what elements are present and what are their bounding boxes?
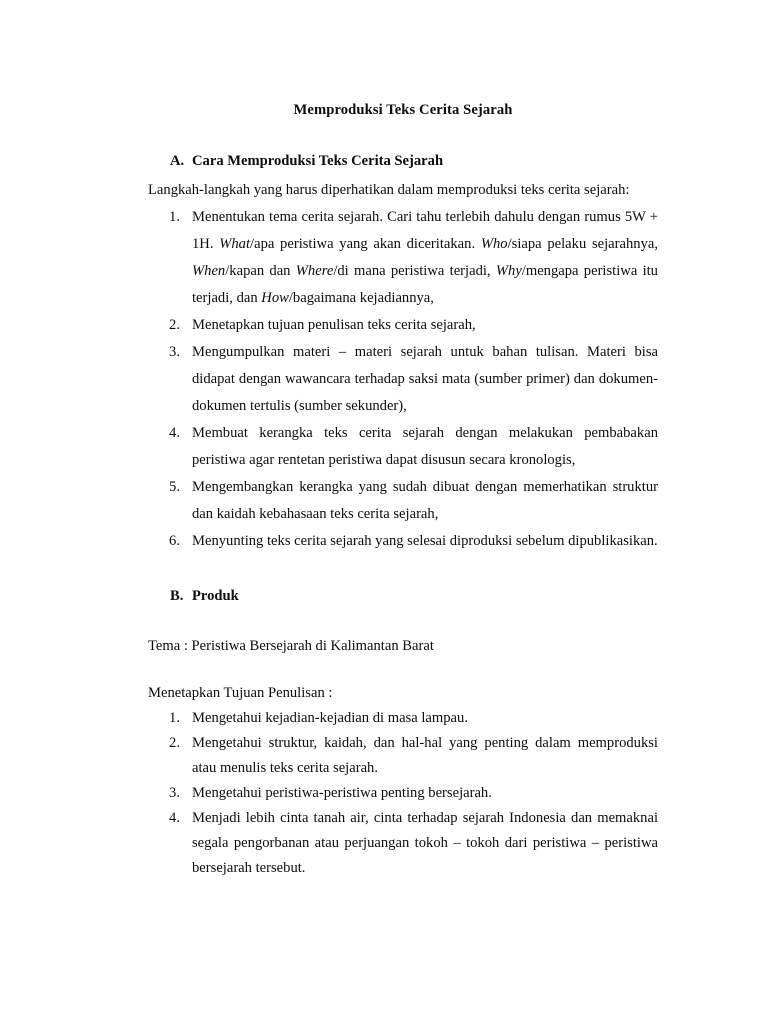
list-item xyxy=(148,420,658,474)
section-b-list xyxy=(148,706,658,881)
list-item xyxy=(148,781,658,806)
text-run: Menetapkan tujuan penulisan teks cerita sejarah, xyxy=(192,317,476,333)
section-a-item-number: 2. xyxy=(169,317,180,333)
section-b-item-text xyxy=(192,785,492,801)
section-a-item-text xyxy=(192,344,658,414)
emphasis-term: Where xyxy=(295,263,334,279)
section-a-item-number: 3. xyxy=(169,344,180,360)
section-b-item-number: 1. xyxy=(169,710,180,726)
emphasis-term: Why xyxy=(495,263,522,279)
text-run: /apa peristiwa yang akan diceritakan. xyxy=(250,236,481,252)
section-b-item-number: 4. xyxy=(169,810,180,826)
list-item xyxy=(148,339,658,420)
section-heading-b-label: Produk xyxy=(192,588,239,604)
section-marker-b: B. xyxy=(170,588,184,604)
list-item xyxy=(148,528,658,555)
section-a-list xyxy=(148,204,658,555)
text-run: Mengetahui struktur, kaidah, dan hal-hal yang penting dalam memproduksi atau menulis teks cerita sejarah. xyxy=(192,735,658,776)
text-run: Mengembangkan kerangka yang sudah dibuat dengan memerhatikan struktur dan kaidah kebahasaan teks cerita sejarah, xyxy=(192,479,658,522)
list-item xyxy=(148,474,658,528)
document-content xyxy=(148,100,658,881)
emphasis-term: When xyxy=(192,263,226,279)
list-item xyxy=(148,312,658,339)
tema-line: Tema : Peristiwa Bersejarah di Kalimantan Barat xyxy=(148,638,434,654)
list-item xyxy=(148,706,658,731)
section-a-item-text xyxy=(192,533,658,549)
section-a-item-number: 4. xyxy=(169,425,180,441)
text-run: Menentukan tema cerita sejarah. Cari tahu terlebih dahulu dengan rumus 5W + 1H. xyxy=(192,209,658,252)
section-b-item-number: 2. xyxy=(169,735,180,751)
text-run: /di mana peristiwa terjadi, xyxy=(333,263,496,279)
section-a-item-number: 5. xyxy=(169,479,180,495)
section-a-item-text xyxy=(192,479,658,522)
spacer-before-tema xyxy=(148,612,658,634)
text-run: /siapa pelaku sejarahnya, xyxy=(507,236,659,252)
spacer-before-section-b xyxy=(148,555,658,585)
text-run: Membuat kerangka teks cerita sejarah dengan melakukan pembabakan peristiwa agar rentetan peristiwa dapat disusun secara kronologis, xyxy=(192,425,658,468)
text-run: Mengumpulkan materi – materi sejarah untuk bahan tulisan. Materi bisa didapat dengan wawancara terhadap saksi mata (sumber primer) dan dokumen-dokumen tertulis (sumber sekunder), xyxy=(192,344,658,414)
page-title: Memproduksi Teks Cerita Sejarah xyxy=(293,102,513,118)
section-b-item-text xyxy=(192,710,468,726)
section-heading-b xyxy=(148,585,658,607)
section-b-item-text xyxy=(192,735,658,776)
section-b-item-text xyxy=(192,810,658,876)
emphasis-term: How xyxy=(261,290,289,306)
section-a-item-number: 6. xyxy=(169,533,180,549)
text-run: /bagaimana kejadiannya, xyxy=(288,290,434,306)
text-run: Menjadi lebih cinta tanah air, cinta terhadap sejarah Indonesia dan memaknai segala pengorbanan atau perjuangan tokoh – tokoh dari peristiwa – peristiwa bersejarah tersebut. xyxy=(192,810,658,876)
text-run: /kapan dan xyxy=(225,263,296,279)
section-a-intro: Langkah-langkah yang harus diperhatikan dalam memproduksi teks cerita sejarah: xyxy=(148,182,630,198)
tujuan-label: Menetapkan Tujuan Penulisan : xyxy=(148,685,333,701)
section-marker-a: A. xyxy=(170,153,185,169)
section-a-item-text xyxy=(192,317,476,333)
section-a-item-text xyxy=(192,209,658,306)
list-item xyxy=(148,731,658,781)
section-heading-a xyxy=(148,150,658,172)
text-run: Mengetahui peristiwa-peristiwa penting bersejarah. xyxy=(192,785,492,801)
emphasis-term: Who xyxy=(480,236,508,252)
text-run: /mengapa peristiwa itu terjadi, dan xyxy=(192,263,658,306)
section-b-item-number: 3. xyxy=(169,785,180,801)
section-a-item-text xyxy=(192,425,658,468)
list-item xyxy=(148,204,658,312)
spacer-before-tujuan xyxy=(148,659,658,681)
text-run: Menyunting teks cerita sejarah yang selesai diproduksi sebelum dipublikasikan. xyxy=(192,533,658,549)
text-run: Mengetahui kejadian-kejadian di masa lampau. xyxy=(192,710,468,726)
section-heading-a-label: Cara Memproduksi Teks Cerita Sejarah xyxy=(192,153,444,169)
section-a-item-number: 1. xyxy=(169,209,180,225)
emphasis-term: What xyxy=(219,236,251,252)
list-item xyxy=(148,806,658,881)
